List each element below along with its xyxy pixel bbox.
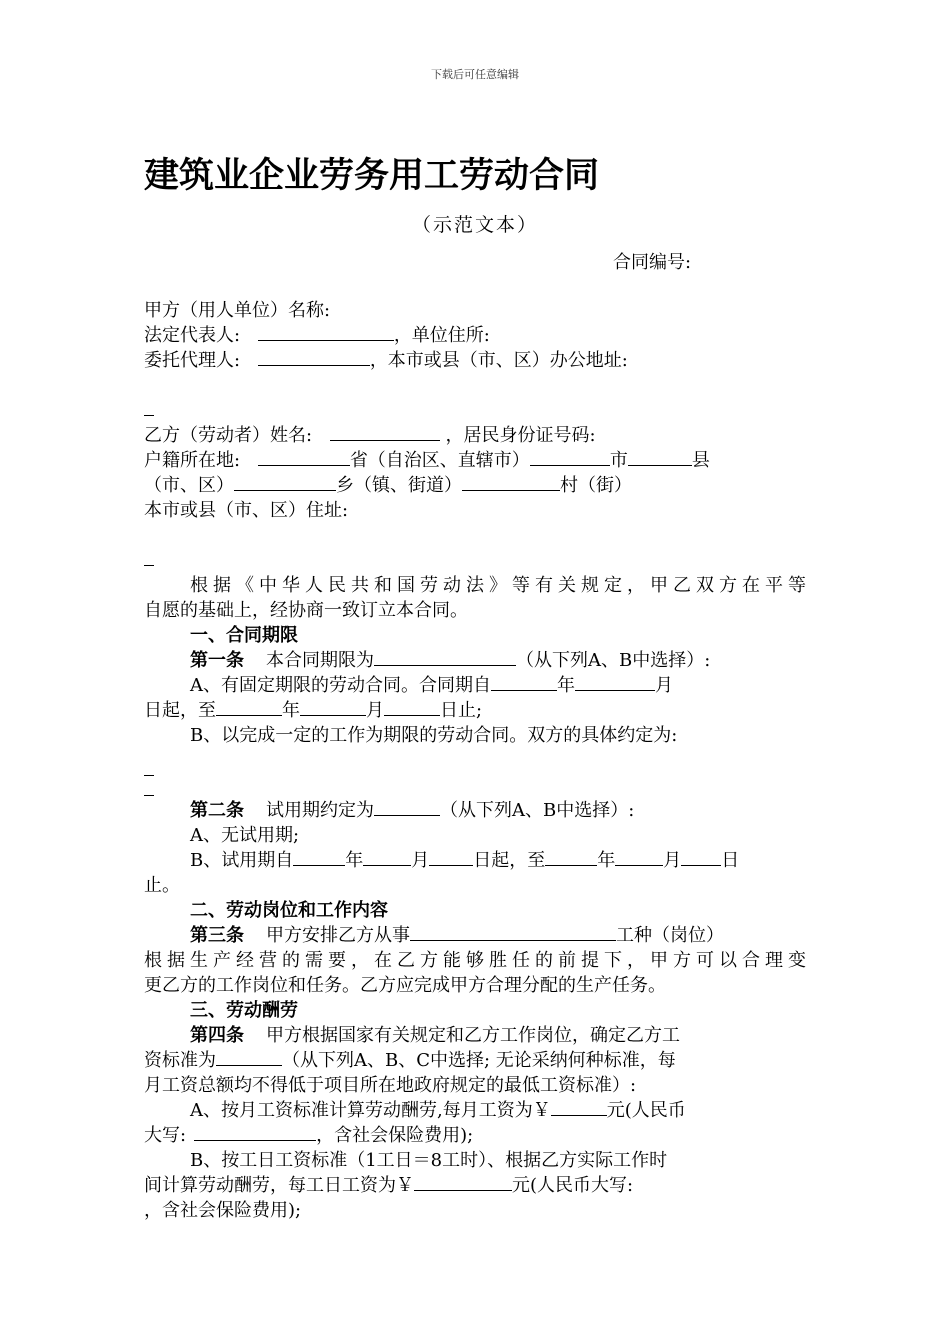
article-3-text: 甲方安排乙方从事 — [266, 925, 410, 946]
year-label: 年 — [345, 850, 364, 871]
party-b-name-line — [144, 423, 806, 448]
township-blank[interactable] — [462, 474, 560, 491]
header-note: 下载后可任意编辑 — [431, 68, 519, 81]
article-2-b — [144, 848, 806, 873]
article-1 — [144, 648, 806, 673]
agent-blank[interactable] — [258, 349, 370, 366]
document-title: 建筑业企业劳务用工劳动合同 — [144, 156, 600, 196]
yuan-label: 元(人民币 — [606, 1100, 686, 1121]
article-4-text: 甲方根据国家有关规定和乙方工作岗位，确定乙方工 — [266, 1025, 680, 1046]
hukou-label: 户籍所在地: — [144, 450, 241, 471]
month-label: 月 — [655, 675, 673, 696]
article-3 — [144, 923, 806, 948]
year-label: 年 — [557, 675, 575, 696]
month-label: 月 — [411, 850, 430, 871]
prob-end-month[interactable] — [615, 849, 663, 866]
pay-option-b: B、按工日工资标准（1工日＝8工时）、根据乙方实际工作时 — [190, 1150, 668, 1171]
hukou-line — [144, 448, 806, 473]
article-3-tail: 工种（岗位） — [616, 925, 724, 946]
monthly-wage-blank[interactable] — [551, 1099, 607, 1116]
article-1-text: 本合同期限为 — [266, 650, 374, 671]
district-blank[interactable] — [234, 474, 336, 491]
article-3-line-3: 更乙方的工作岗位和任务。乙方应完成甲方合理分配的生产任务。 — [144, 975, 666, 996]
prob-start-day[interactable] — [429, 849, 473, 866]
pay-option-a — [144, 1098, 806, 1123]
article-2-tail: （从下列A、B中选择）: — [440, 800, 635, 821]
option-b-line: B、以完成一定的工作为期限的劳动合同。双方的具体约定为: — [190, 725, 678, 746]
capital-blank[interactable] — [194, 1124, 316, 1141]
county-blank[interactable] — [628, 449, 692, 466]
city-blank[interactable] — [530, 449, 610, 466]
insurance-label: ，含社会保险费用); — [316, 1125, 474, 1146]
art2-b-text: B、试用期自 — [190, 850, 294, 871]
option-a-line-1 — [144, 673, 806, 698]
term-blank[interactable] — [374, 649, 516, 666]
b-name-label: 乙方（劳动者）姓名: — [144, 425, 313, 446]
residence-blank — [144, 548, 806, 568]
document-subtitle: （示范文本） — [411, 214, 538, 236]
option-a-text-2: 日起，至 — [144, 700, 216, 721]
article-1-tail: （从下列A、B中选择）: — [516, 650, 711, 671]
pay-option-a-2 — [144, 1123, 806, 1148]
option-b-blank-2 — [144, 778, 806, 798]
option-b-blank-1 — [144, 758, 806, 778]
party-a-name: 甲方（用人单位）名称: — [144, 300, 331, 321]
year-label: 年 — [282, 700, 300, 721]
prob-start-year[interactable] — [293, 849, 345, 866]
year-label: 年 — [597, 850, 616, 871]
office-address-blank — [144, 398, 806, 418]
end-day-blank[interactable] — [384, 699, 440, 716]
rep-blank[interactable] — [258, 324, 394, 341]
end-year-blank[interactable] — [216, 699, 282, 716]
option-a-line-2 — [144, 698, 806, 723]
article-4-line-2 — [144, 1048, 806, 1073]
address-label: ，单位住所: — [393, 325, 490, 346]
preamble-line-1: 根据《中华人民共和国劳动法》等有关规定，甲乙双方在平等 — [190, 575, 806, 596]
article-1-label: 第一条 — [190, 650, 244, 671]
daily-wage-blank[interactable] — [414, 1174, 512, 1191]
province-blank[interactable] — [258, 449, 350, 466]
province-label: 省（自治区、直辖市） — [349, 450, 530, 471]
article-2-text: 试用期约定为 — [266, 800, 374, 821]
start-month-blank[interactable] — [575, 674, 655, 691]
contract-body — [144, 298, 806, 1223]
blank-dash[interactable] — [144, 401, 154, 416]
county-label: 县 — [691, 450, 710, 471]
prob-start-month[interactable] — [363, 849, 411, 866]
pay-b-text: 间计算劳动酬劳，每工日工资为￥ — [144, 1175, 414, 1196]
article-2-label: 第二条 — [190, 800, 244, 821]
contract-number-label: 合同编号: — [613, 252, 692, 273]
article-4-line-3: 月工资总额均不得低于项目所在地政府规定的最低工资标准）: — [144, 1075, 637, 1096]
day-label: 日 — [721, 850, 740, 871]
article-2-a: A、无试用期; — [190, 825, 300, 846]
pay-b-yuan: 元(人民币大写: — [512, 1175, 634, 1196]
month-label: 月 — [663, 850, 682, 871]
section-heading-term: 一、合同期限 — [190, 625, 298, 646]
township-label: 乡（镇、街道） — [336, 475, 462, 496]
start-year-blank[interactable] — [491, 674, 557, 691]
wage-std-blank[interactable] — [216, 1049, 282, 1066]
pay-a-text: A、按月工资标准计算劳动酬劳,每月工资为￥ — [190, 1100, 551, 1121]
end-month-blank[interactable] — [300, 699, 366, 716]
district-label: （市、区） — [144, 475, 234, 496]
qi-zhi-label: 日起，至 — [473, 850, 546, 871]
article-2 — [144, 798, 806, 823]
office-label: ，本市或县（市、区）办公地址: — [369, 350, 628, 371]
section-heading-pay: 三、劳动酬劳 — [190, 1000, 298, 1021]
article-3-line-2: 根据生产经营的需要，在乙方能够胜任的前提下，甲方可以合理变 — [144, 950, 806, 971]
agent-label: 委托代理人: — [144, 350, 241, 371]
article-2-end: 止。 — [144, 875, 180, 896]
pay-option-b-3: ，含社会保险费用); — [144, 1200, 302, 1221]
prob-end-day[interactable] — [681, 849, 721, 866]
prob-end-year[interactable] — [545, 849, 597, 866]
preamble-line-2: 自愿的基础上，经协商一致订立本合同。 — [144, 600, 468, 621]
wage-std-label: 资标准为 — [144, 1050, 216, 1071]
blank-dash[interactable] — [144, 551, 154, 566]
article-4 — [144, 1023, 806, 1048]
blank-dash[interactable] — [144, 781, 154, 796]
blank-dash[interactable] — [144, 761, 154, 776]
job-blank[interactable] — [410, 924, 616, 941]
pay-option-b-2 — [144, 1173, 806, 1198]
probation-blank[interactable] — [374, 799, 440, 816]
month-label: 月 — [366, 700, 384, 721]
option-a-text: A、有固定期限的劳动合同。合同期自 — [190, 675, 491, 696]
wage-std-tail: （从下列A、B、C中选择; 无论采纳何种标准，每 — [282, 1050, 676, 1071]
end-label: 日止; — [440, 700, 483, 721]
hukou-line-2 — [144, 473, 806, 498]
residence-label: 本市或县（市、区）住址: — [144, 500, 349, 521]
rep-label: 法定代表人: — [144, 325, 241, 346]
party-a-agent-line — [144, 348, 806, 373]
capital-label: 大写: — [144, 1125, 187, 1146]
b-id-label: ，居民身份证号码: — [445, 425, 596, 446]
party-a-rep-line — [144, 323, 806, 348]
city-label: 市 — [609, 450, 628, 471]
village-label: 村（街） — [560, 475, 632, 496]
article-3-label: 第三条 — [190, 925, 244, 946]
section-heading-job: 二、劳动岗位和工作内容 — [190, 900, 388, 921]
b-name-blank[interactable] — [330, 424, 440, 441]
article-4-label: 第四条 — [190, 1025, 244, 1046]
